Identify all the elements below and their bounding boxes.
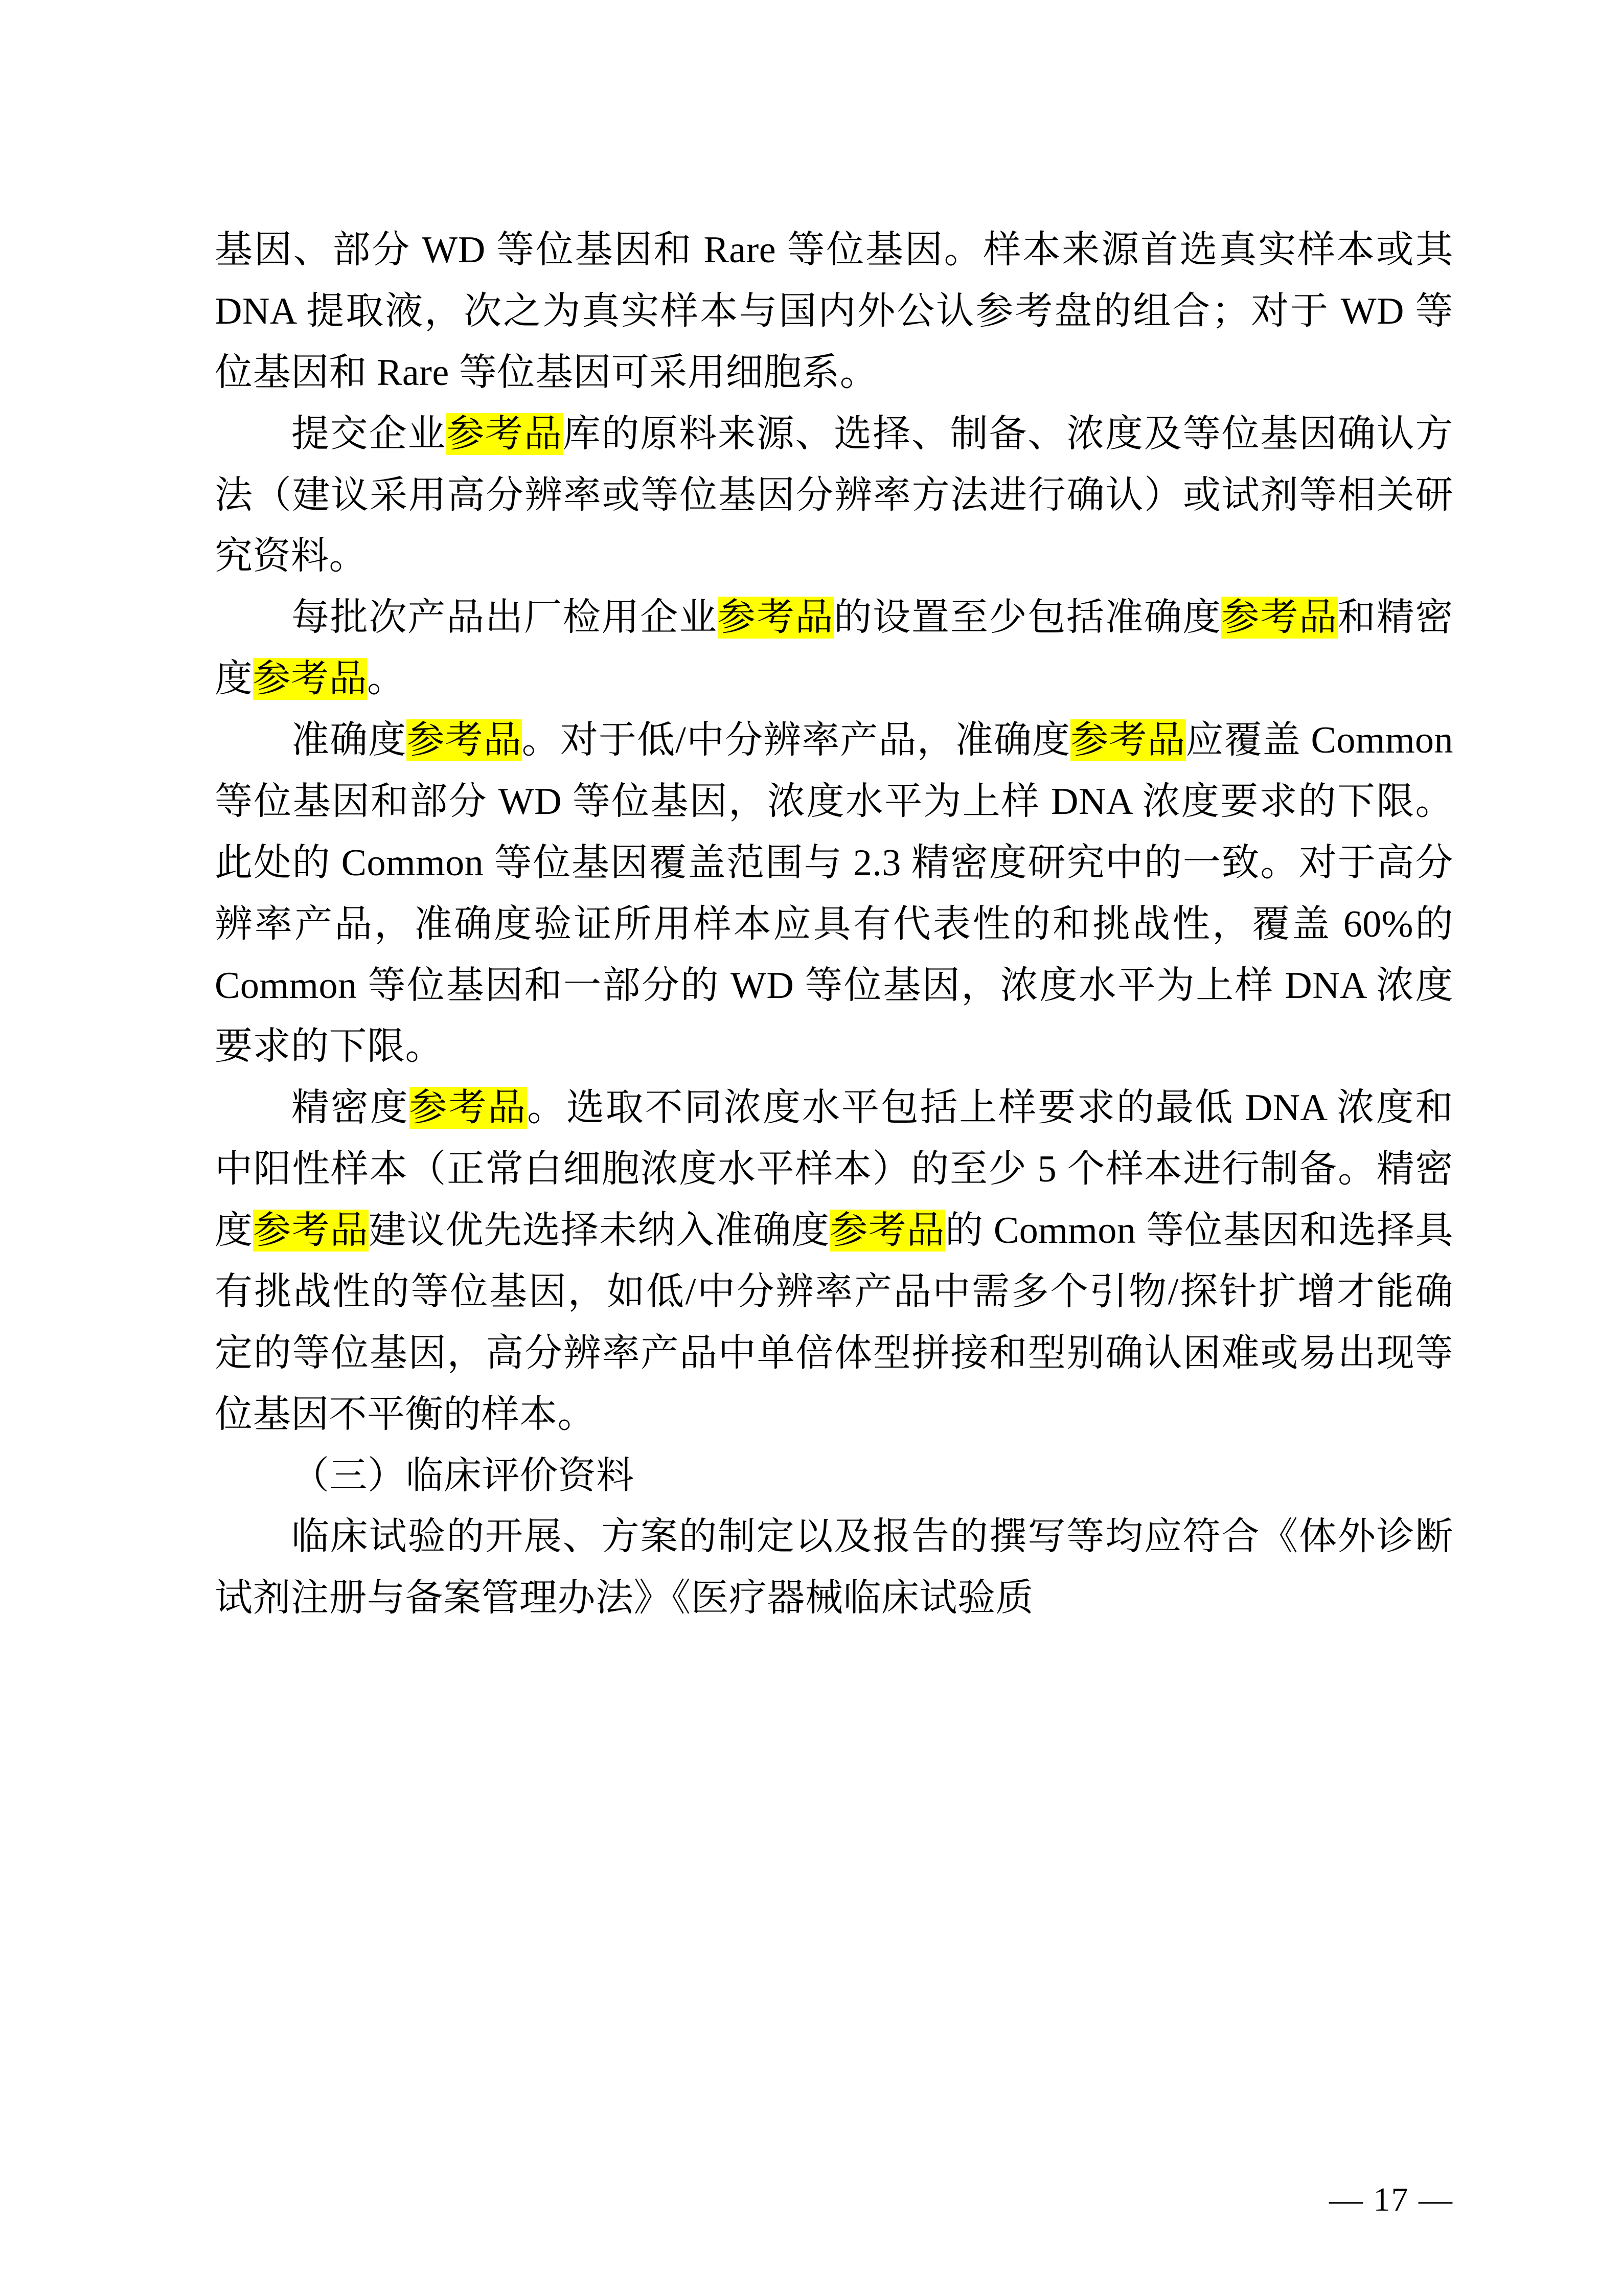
text-run: 建议优先选择未纳入准确度 [368,1210,830,1252]
paragraph [215,220,1453,404]
highlighted-term: 参考品 [1070,719,1186,761]
text-run: 基因、部分 WD 等位基因和 Rare 等位基因。样本来源首选真实样本或其 DNA 提取液，次之为真实样本与国内外公认参考盘的组合；对于 WD 等位基因和 Rare 等位基因可采用细胞系。 [215,229,1453,394]
text-run: 的设置至少包括准确度 [834,597,1222,639]
paragraph [215,587,1453,710]
text-run: 每批次产品出厂检用企业 [291,597,718,639]
paragraph [215,710,1453,1078]
highlighted-term: 参考品 [446,413,563,455]
text-run: 提交企业 [291,413,447,455]
highlighted-term: 参考品 [409,1087,528,1129]
text-run: 和精密度 [215,597,1454,700]
text-run: 库的原料来源、选择、制备、浓度及等位基因确认方法（建议采用高分辨率或等位基因分辨率方法进行确认）或试剂等相关研究资料。 [215,413,1454,578]
highlighted-term: 参考品 [717,597,834,639]
highlighted-term: 参考品 [406,719,522,761]
page-number: — 17 — [1329,2181,1453,2218]
text-run: 。 [367,658,405,700]
highlighted-term: 参考品 [830,1210,945,1252]
text-run: 。选取不同浓度水平包括上样要求的最低 DNA 浓度和中阳性样本（正常白细胞浓度水平样本）的至少 5 个样本进行制备。精密度 [215,1087,1453,1252]
highlighted-term: 参考品 [253,1210,369,1252]
text-run: 应覆盖 Common 等位基因和部分 WD 等位基因，浓度水平为上样 DNA 浓度要求的下限。此处的 Common 等位基因覆盖范围与 2.3 精密度研究中的一致。对于高分辨率产品，准确度验证所用样本应具有代表性的和挑战性，覆盖 60%的 Common 等位基因和一部分的 WD 等位基因，浓度水平为上样 DNA 浓度要求的下限。 [215,719,1454,1068]
text-run: 临床试验的开展、方案的制定以及报告的撰写等均应符合《体外诊断试剂注册与备案管理办法》《医疗器械临床试验质 [215,1516,1453,1620]
document-body [215,220,1453,1629]
text-run: （三）临床评价资料 [291,1454,634,1497]
text-run: 。对于低/中分辨率产品，准确度 [521,719,1071,761]
paragraph [215,1446,1453,1507]
paragraph [215,1507,1453,1629]
text-run: 精密度 [291,1087,409,1129]
text-run: 的 Common 等位基因和选择具有挑战性的等位基因，如低/中分辨率产品中需多个引物/探针扩增才能确定的等位基因，高分辨率产品中单倍体型拼接和型别确认困难或易出现等位基因不平衡的样本。 [215,1210,1454,1436]
highlighted-term: 参考品 [253,658,367,700]
highlighted-term: 参考品 [1221,597,1338,639]
paragraph [215,404,1453,588]
text-run: 准确度 [291,719,407,761]
paragraph [215,1078,1453,1445]
